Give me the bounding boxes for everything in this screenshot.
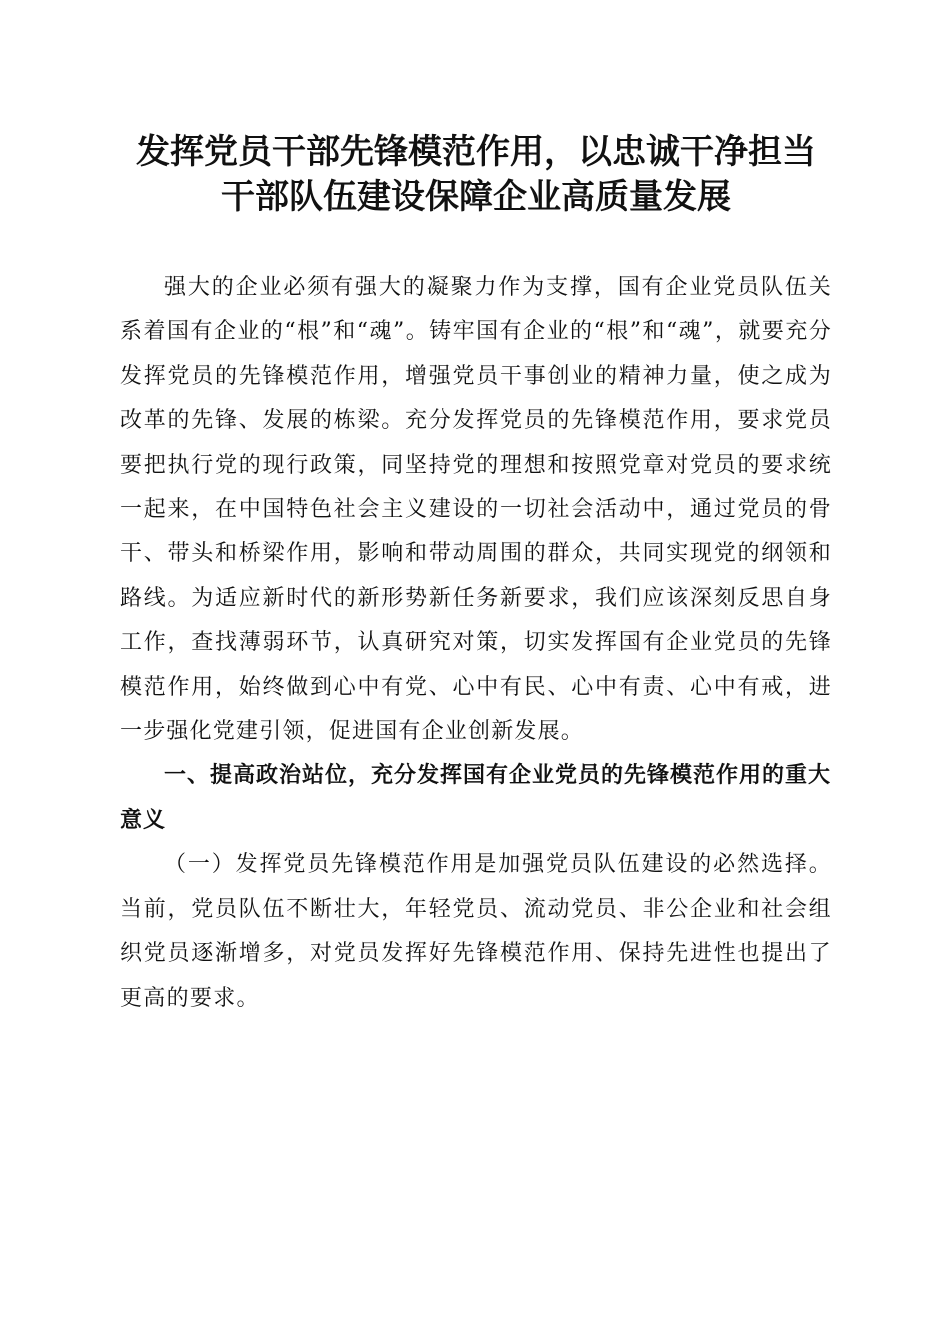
title-line-1: 发挥党员干部先锋模范作用，以忠诚干净担当 — [136, 132, 816, 172]
document-body — [120, 266, 832, 1021]
intro-paragraph: 强大的企业必须有强大的凝聚力作为支撑，国有企业党员队伍关系着国有企业的“根”和“魂”。铸牢国有企业的“根”和“魂”，就要充分发挥党员的先锋模范作用，增强党员干事创业的精神力量，使之成为改革的先锋、发展的栋梁。充分发挥党员的先锋模范作用，要求党员要把执行党的现行政策，同坚持党的理想和按照党章对党员的要求统一起来，在中国特色社会主义建设的一切社会活动中，通过党员的骨干、带头和桥梁作用，影响和带动周围的群众，共同实现党的纲领和路线。为适应新时代的新形势新任务新要求，我们应该深刻反思自身工作，查找薄弱环节，认真研究对策，切实发挥国有企业党员的先锋模范作用，始终做到心中有党、心中有民、心中有责、心中有戒，进一步强化党建引领，促进国有企业创新发展。 — [120, 275, 832, 745]
title-line-2: 干部队伍建设保障企业高质量发展 — [221, 177, 731, 217]
subsection-paragraph-1: （一）发挥党员先锋模范作用是加强党员队伍建设的必然选择。当前，党员队伍不断壮大，年轻党员、流动党员、非公企业和社会组织党员逐渐增多，对党员发挥好先锋模范作用、保持先进性也提出了更高的要求。 — [120, 852, 832, 1011]
section-heading-1: 一、提高政治站位，充分发挥国有企业党员的先锋模范作用的重大意义 — [120, 763, 832, 833]
document-page — [120, 130, 832, 1021]
document-title — [120, 130, 832, 220]
